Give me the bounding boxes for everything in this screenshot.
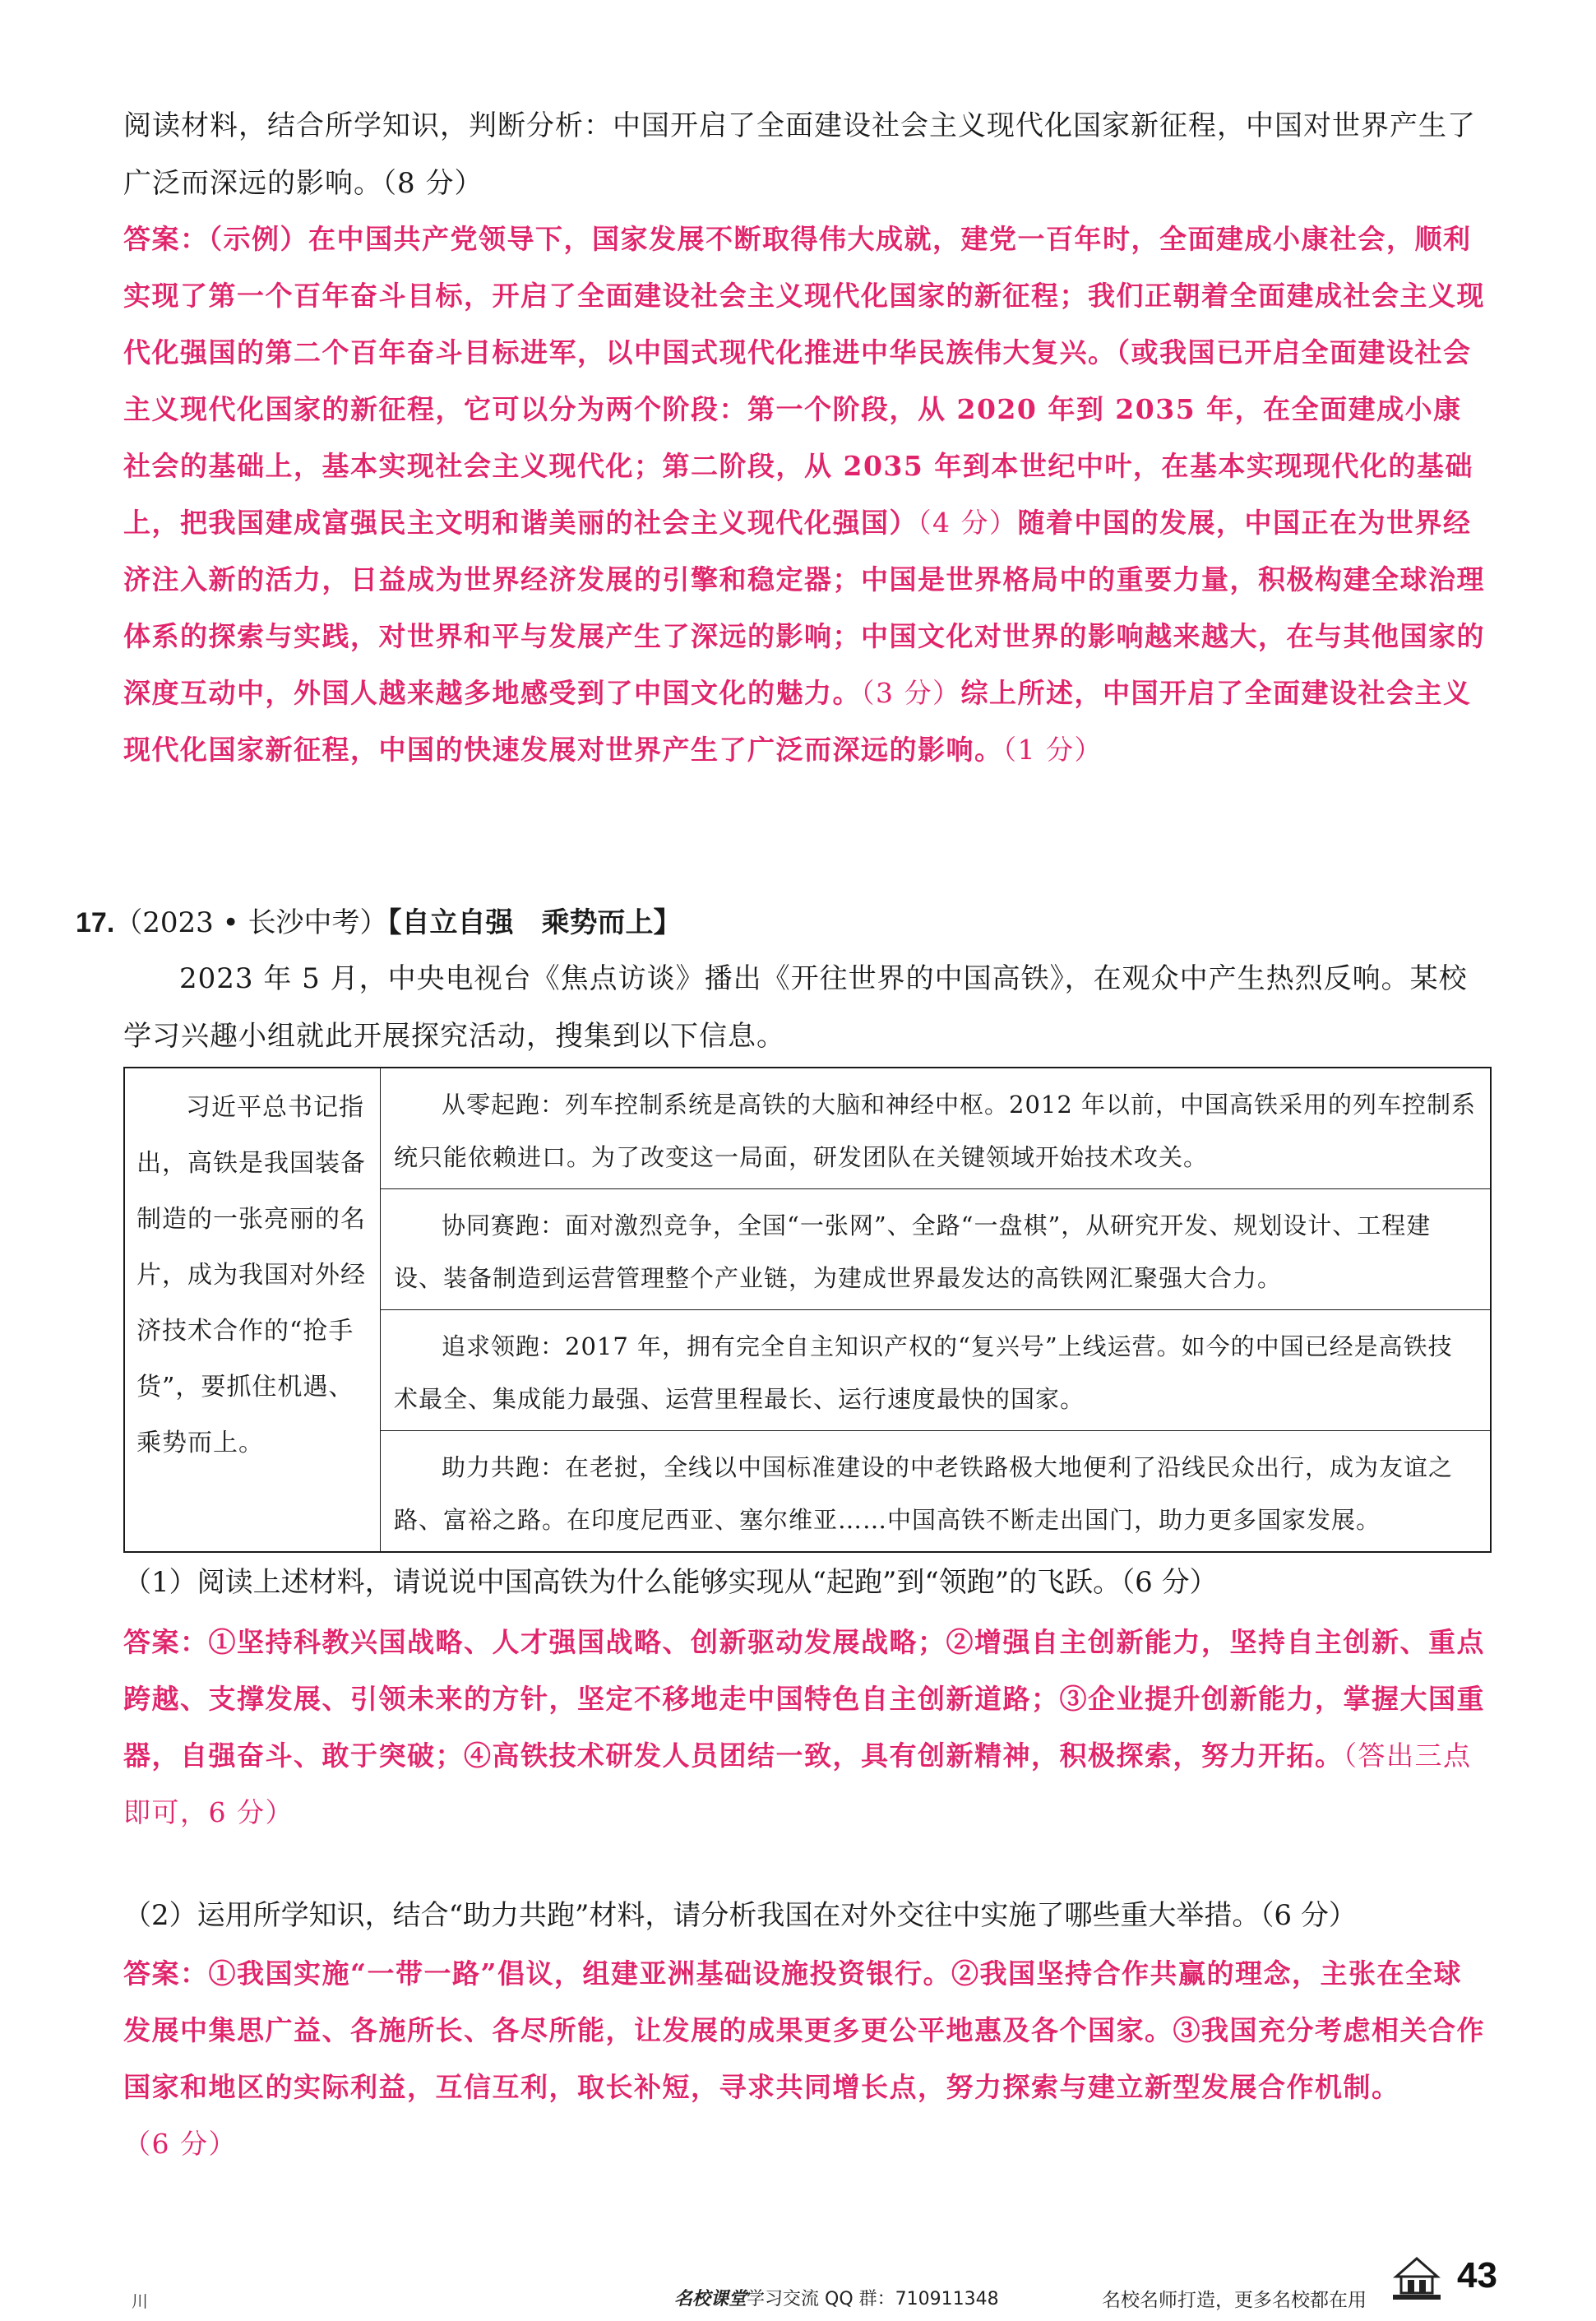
q16-score-3: （1 分） — [1002, 734, 1103, 766]
table-row: 从零起跑：列车控制系统是高铁的大脑和神经中枢。2012 年以前，中国高铁采用的列车控制系统只能依赖进口。为了改变这一局面，研发团队在关键领域开始技术攻关。 — [381, 1068, 1492, 1189]
q17-theme: 【自立自强 乘势而上】 — [387, 906, 682, 939]
q17-sub1-score: （答出三点即可，6 分） — [123, 1740, 1472, 1828]
answer-label: 答案： — [123, 1626, 209, 1658]
q16-answer — [123, 211, 1488, 778]
q17-sub1-answer-body: ①坚持科教兴国战略、人才强国战略、创新驱动发展战略；②增强自主创新能力，坚持自主创新、重点跨越、支撑发展、引领未来的方针，坚定不移地走中国特色自主创新道路；③企业提升创新能力，掌握大国重器，自强奋斗、敢于突破；④高铁技术研发人员团结一致，具有创新精神，积极探索，努力开拓。 — [123, 1626, 1485, 1772]
q17-sub1-answer — [123, 1614, 1488, 1841]
table-row: 协同赛跑：面对激烈竞争，全国“一张网”、全路“一盘棋”，从研究开发、规划设计、工程建设、装备制造到运营管理整个产业链，为建成世界最发达的高铁网汇聚强大合力。 — [381, 1189, 1492, 1310]
table-left-quote: 习近平总书记指出，高铁是我国装备制造的一张亮丽的名片，成为我国对外经济技术合作的“抢手货”，要抓住机遇、乘势而上。 — [124, 1068, 381, 1552]
q16-prompt: 阅读材料，结合所学知识，判断分析：中国开启了全面建设社会主义现代化国家新征程，中国对世界产生了广泛而深远的影响。（8 分） — [123, 109, 1476, 200]
q17-sub2-answer — [123, 1945, 1488, 2172]
q17-source: （2023 • 长沙中考） — [114, 906, 388, 939]
answer-label: 答案： — [123, 223, 209, 255]
answer-label: 答案： — [123, 1957, 209, 1990]
q17-intro: 2023 年 5 月，中央电视台《焦点访谈》播出《开往世界的中国高铁》，在观众中产生热烈反响。某校学习兴趣小组就此开展探究活动，搜集到以下信息。 — [123, 962, 1468, 1053]
q16-answer-body-2: 随着中国的发展，中国正在为世界经济注入新的活力，日益成为世界经济发展的引擎和稳定器；中国是世界格局中的重要力量，积极构建全球治理体系的探索与实践，对世界和平与发展产生了深远的影响；中国文化对世界的影响越来越大，在与其他国家的深度互动中，外国人越来越多地感受到了中国文化的魅力。 — [123, 507, 1485, 709]
q17-heading — [76, 898, 1441, 947]
table-row: 助力共跑：在老挝，全线以中国标准建设的中老铁路极大地便利了沿线民众出行，成为友谊之路、富裕之路。在印度尼西亚、塞尔维亚……中国高铁不断走出国门，助力更多国家发展。 — [381, 1431, 1492, 1553]
q17-info-table — [123, 1067, 1492, 1553]
table-row: 追求领跑：2017 年，拥有完全自主知识产权的“复兴号”上线运营。如今的中国已经是高铁技术最全、集成能力最强、运营里程最长、运行速度最快的国家。 — [381, 1310, 1492, 1431]
q16-answer-body: （示例）在中国共产党领导下，国家发展不断取得伟大成就，建党一百年时，全面建成小康社会，顺利实现了第一个百年奋斗目标，开启了全面建设社会主义现代化国家的新征程；我们正朝着全面建成社会主义现代化强国的第二个百年奋斗目标进军，以中国式现代化推进中华民族伟大复兴。（或我国已开启全面建设社会主义现代化国家的新征程，它可以分为两个阶段：第一个阶段，从 2020 年到 2035 年，在全面建成小康社会的基础上，基本实现社会主义现代化；第二阶段，从 2035 年到本世纪中叶，在基本实现现代化的基础上，把我国建成富强民主文明和谐美丽的社会主义现代化强国） — [123, 223, 1485, 539]
page-number: 43 — [1457, 2255, 1497, 2296]
q17-number: 17. — [76, 907, 115, 938]
footer-brand: 名校课堂 — [674, 2289, 747, 2309]
q17-sub2-score: （6 分） — [123, 2128, 237, 2160]
q17-sub2-prompt: （2）运用所学知识，结合“助力共跑”材料，请分析我国在对外交往中实施了哪些重大举措。（6 分） — [123, 1899, 1357, 1932]
school-logo-icon — [1390, 2252, 1444, 2303]
q16-score-1: （4 分） — [918, 507, 1018, 539]
q16-answer-body-3: 综上所述，中国开启了全面建设社会主义现代化国家新征程，中国的快速发展对世界产生了广泛而深远的影响。 — [123, 677, 1472, 766]
q16-score-2: （3 分） — [861, 677, 961, 709]
footer-slogan: 名校名师打造，更多名校都在用 — [1102, 2290, 1367, 2311]
footer-qq-text: 学习交流 QQ 群：710911348 — [747, 2289, 999, 2309]
footer-region-mark: 川 — [132, 2291, 148, 2311]
footer-qq-group — [674, 2285, 999, 2310]
q17-sub2-answer-body: ①我国实施“一带一路”倡议，组建亚洲基础设施投资银行。②我国坚持合作共赢的理念，主张在全球发展中集思广益、各施所长、各尽所能，让发展的成果更多更公平地惠及各个国家。③我国充分考虑相关合作国家和地区的实际利益，互信互利，取长补短，寻求共同增长点，努力探索与建立新型发展合作机制。 — [123, 1957, 1485, 2103]
q17-sub1-prompt: （1）阅读上述材料，请说说中国高铁为什么能够实现从“起跑”到“领跑”的飞跃。（6 分） — [123, 1566, 1218, 1599]
